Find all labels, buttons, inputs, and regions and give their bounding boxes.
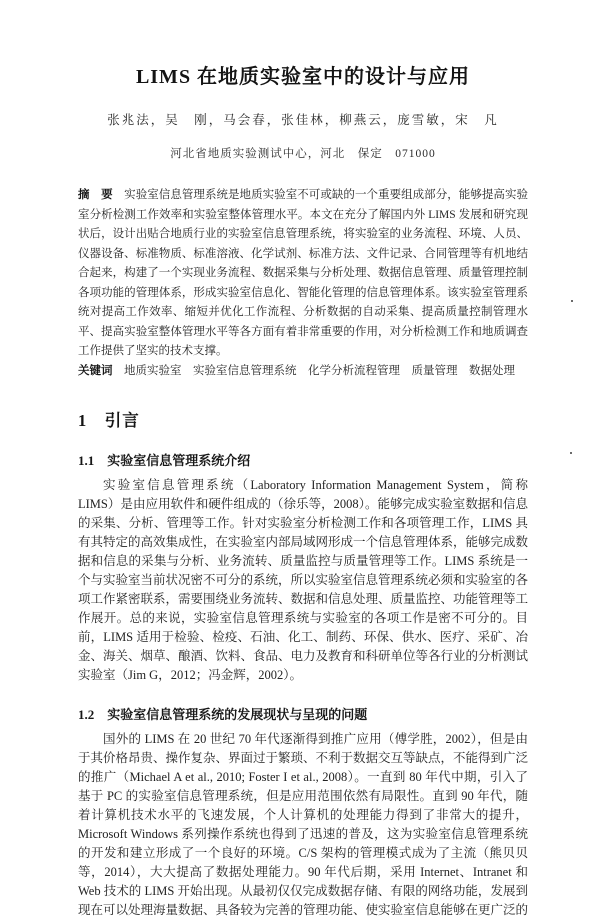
abstract-text: 实验室信息管理系统是地质实验室不可或缺的一个重要组成部分，能够提高实验室分析检测工作效率和实验室整体管理水平。本文在充分了解国内外 LIMS 发展和研究现状后，设计出贴合地质行业的实验室信息管理系统，将实验室的业务流程、环境、人员、仪器设备、标准物质、标准溶液、化学试剂、标准方法、文件记录、合同管理等有机地结合起来，构建了一个实现业务流程、数据采集与分析处理、数据信息管理、质量管理控制各项功能的管理体系，形成实验室信息化、智能化管理的信息管理体系。该实验室管理系统对提高工作效率、缩短并优化工作流程、分析数据的自动采集、提高质量控制管理水平、提高实验室整体管理水平等各方面有着非常重要的作用，对分析检测工作和地质调查工作提供了坚实的技术支撑。	[78, 189, 529, 357]
abstract-block	[78, 186, 528, 362]
keywords-line	[78, 362, 528, 382]
paper-page	[0, 60, 600, 917]
subsection-1-1-heading: 1.1 实验室信息管理系统介绍	[78, 453, 251, 468]
scan-speck	[571, 300, 573, 302]
keywords-text: 地质实验室 实验室信息管理系统 化学分析流程管理 质量管理 数据处理	[112, 364, 515, 377]
affiliation-line: 河北省地质实验测试中心，河北 保定 071000	[170, 148, 436, 160]
page-content	[0, 60, 600, 920]
paper-title: LIMS 在地质实验室中的设计与应用	[135, 66, 471, 88]
authors-line: 张兆法，吴 刚，马会春，张佳林，柳燕云，庞雪敏，宋 凡	[107, 113, 499, 127]
section-1-heading: 1 引言	[78, 411, 140, 430]
keywords-label: 关键词	[78, 364, 113, 377]
scan-speck	[570, 452, 572, 454]
subsection-1-2-paragraph: 国外的 LIMS 在 20 世纪 70 年代逐渐得到推广应用（傅学胜，2002），但是由于其价格昂贵、操作复杂、界面过于繁琐、不利于数据交互等缺点，不能得到广泛的推广（Michael A et al., 2010; Foster I et al., 2008）。一直到 80 年代中期，引入了基于 PC 的实验室信息管理系统，但是应用范围依然有局限性。直到 90 年代，随着计算机技术水平的飞速发展，个人计算机的处理能力得到了非常大的提升，Microsoft Windows 系列操作系统也得到了迅速的普及，这为实验室信息管理系统的开发和建立形成了一个良好的环境。C/S 架构的管理模式成为了主流（熊贝贝等，2014），大大提高了数据处理能力。90 年代后期，采用 Internet、Intranet 和 Web 技术的 LIMS 开始出现。从最初仅仅完成数据存储、有限的网络功能，发展到现在可以处理海量数据、具备较为完善的管理功能、使实验室信息能够在更广泛的	[78, 732, 529, 917]
abstract-label: 摘 要	[78, 189, 113, 201]
subsection-1-2-heading: 1.2 实验室信息管理系统的发展现状与呈现的问题	[78, 707, 368, 722]
subsection-1-1-paragraph: 实验室信息管理系统（Laboratory Information Management System，简称 LIMS）是由应用软件和硬件组成的（徐乐等，2008）。能够完成实验室数据和信息的采集、分析、管理等工作。针对实验室分析检测工作和各项管理工作，LIMS 具有其特定的高效集成性，在实验室内部局域网形成一个信息管理体系，能够完成数据和信息的采集与分析、业务流转、质量监控与质量管理等工作。LIMS 系统是一个与实验室当前状况密不可分的系统，所以实验室信息管理系统必须和实验室的各项工作紧密联系，需要围绕业务流转、数据和信息处理、质量监控、功能管理等工作展开。总的来说，实验室信息管理系统与实验室的各项工作是密不可分的。目前，LIMS 适用于检验、检疫、石油、化工、制药、环保、供水、医疗、采矿、冶金、海关、烟草、酿酒、饮料、食品、电力及教育和科研单位等各行业的分析测试实验室（Jim G，2012；冯金辉，2002）。	[78, 478, 529, 682]
